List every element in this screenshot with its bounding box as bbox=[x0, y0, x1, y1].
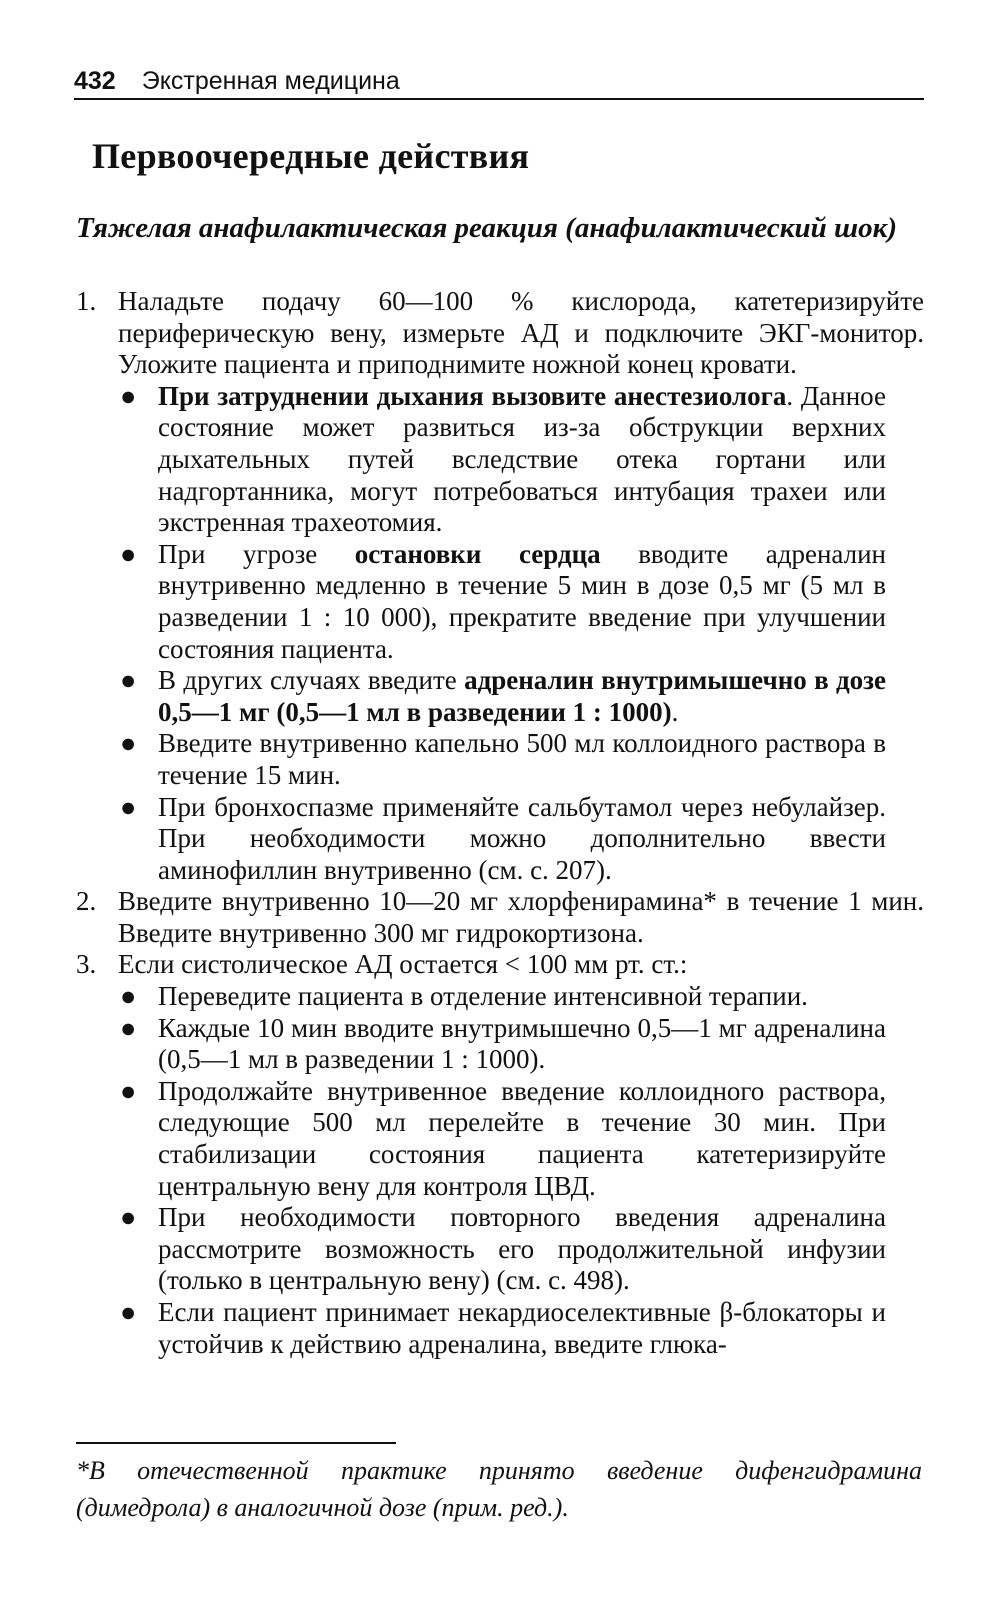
bullet-text: Если пациент принимает некардиоселективные β-блокаторы и устойчив к действию адреналина, введите глюка- bbox=[158, 1297, 886, 1359]
running-head-title: Экстренная медицина bbox=[141, 67, 400, 95]
bullet-item bbox=[118, 539, 924, 665]
bullet-item bbox=[118, 728, 924, 791]
item-text: Введите внутривенно 10—20 мг хлорфенирамина* в течение 1 мин. Введите внутривенно 300 мг гидрокортизона. bbox=[118, 886, 924, 948]
bullet-text bbox=[158, 381, 886, 539]
bullet-text: Каждые 10 мин вводите внутримышечно 0,5—1 мг адреналина (0,5—1 мл в разведении 1 : 1000). bbox=[158, 1012, 886, 1075]
bullet-text: Введите внутривенно капельно 500 мл коллоидного раствора в течение 15 мин. bbox=[158, 728, 886, 790]
bullet-text bbox=[158, 665, 886, 728]
regular-text: . Данное состояние может развиться из-за обструкции верхних дыхательных путей вследствие отека гортани или надгортанника, могут потребоваться интубация трахеи или экстренная трахеотомия. bbox=[158, 380, 886, 538]
bullet-icon: ● bbox=[120, 1075, 137, 1106]
list-item-3 bbox=[0, 949, 924, 1360]
bullet-text: При необходимости повторного введения адреналина рассмотрите возможность его продолжительной инфузии (только в центральную вену) (см. с. 498). bbox=[158, 1202, 886, 1296]
bullet-item bbox=[118, 792, 924, 887]
bullet-icon: ● bbox=[120, 1012, 137, 1043]
regular-text: В других случаях введите bbox=[158, 665, 465, 696]
bold-text: остановки сердца bbox=[354, 538, 601, 569]
bullet-icon: ● bbox=[120, 665, 137, 696]
bullet-text: Продолжайте внутривенное введение коллоидного раствора, следующие 500 мл перелейте в течение 30 мин. При стабилизации состояния пациента катетеризируйте центральную вену для контроля ЦВД. bbox=[158, 1075, 886, 1201]
bullet-item bbox=[118, 1013, 924, 1076]
bullet-item bbox=[118, 665, 924, 728]
list-item-1 bbox=[0, 286, 924, 886]
bold-text: При затруднении дыхания вызовите анестезиолога bbox=[158, 380, 787, 411]
bullet-item bbox=[118, 1202, 924, 1297]
bullet-icon: ● bbox=[120, 1202, 137, 1233]
bullet-icon: ● bbox=[120, 538, 137, 569]
bullet-icon: ● bbox=[120, 981, 137, 1012]
item-text: Наладьте подачу 60—100 % кислорода, катетеризируйте периферическую вену, измерьте АД и подключите ЭКГ-монитор. Уложите пациента и приподнимите ножной конец кровати. bbox=[118, 286, 924, 380]
bullet-item bbox=[118, 1297, 924, 1360]
numbered-list bbox=[0, 286, 990, 1360]
item-text: Если систолическое АД остается < 100 мм рт. ст.: bbox=[118, 949, 688, 980]
subsection-title: Тяжелая анафилактическая реакция (анафилактический шок) bbox=[76, 212, 897, 244]
bullet-item bbox=[118, 381, 924, 539]
regular-text: При угрозе bbox=[158, 538, 355, 569]
bold-text: адреналин внутримышечно в дозе 0,5—1 мг (0,5—1 мл в разведении 1 : 1000) bbox=[158, 665, 886, 727]
section-title: Первоочередные действия bbox=[92, 136, 530, 176]
bullet-list bbox=[118, 381, 924, 887]
regular-text: . bbox=[671, 696, 679, 727]
header-rule bbox=[74, 98, 924, 100]
bullet-item bbox=[118, 1076, 924, 1202]
bullet-icon: ● bbox=[120, 1297, 137, 1327]
bullet-list bbox=[118, 981, 924, 1360]
list-item-2 bbox=[0, 886, 924, 949]
page-number: 432 bbox=[74, 67, 116, 95]
item-number: 3. bbox=[76, 949, 97, 980]
bullet-icon: ● bbox=[120, 380, 137, 411]
bullet-icon: ● bbox=[120, 728, 137, 759]
bullet-text: При бронхоспазме применяйте сальбутамол через небулайзер. При необходимости можно дополнительно ввести аминофиллин внутривенно (см. с. 207). bbox=[158, 791, 886, 885]
footnote: *В отечественной практике принято введение дифенгидрамина (димедрола) в аналогичной дозе (прим. ред.). bbox=[76, 1456, 922, 1522]
item-number: 1. bbox=[76, 286, 97, 316]
bullet-text: Переведите пациента в отделение интенсивной терапии. bbox=[158, 981, 808, 1012]
footnote-rule bbox=[76, 1442, 396, 1444]
running-head bbox=[74, 66, 922, 96]
bullet-icon: ● bbox=[120, 791, 137, 822]
bullet-item bbox=[118, 981, 924, 1013]
item-number: 2. bbox=[76, 886, 97, 917]
bullet-text bbox=[158, 539, 886, 665]
regular-text: вводите адреналин внутривенно медленно в течение 5 мин в дозе 0,5 мг (5 мл в разведении 1 : 10 000), прекратите введение при улучшении состояния пациента. bbox=[158, 538, 886, 664]
